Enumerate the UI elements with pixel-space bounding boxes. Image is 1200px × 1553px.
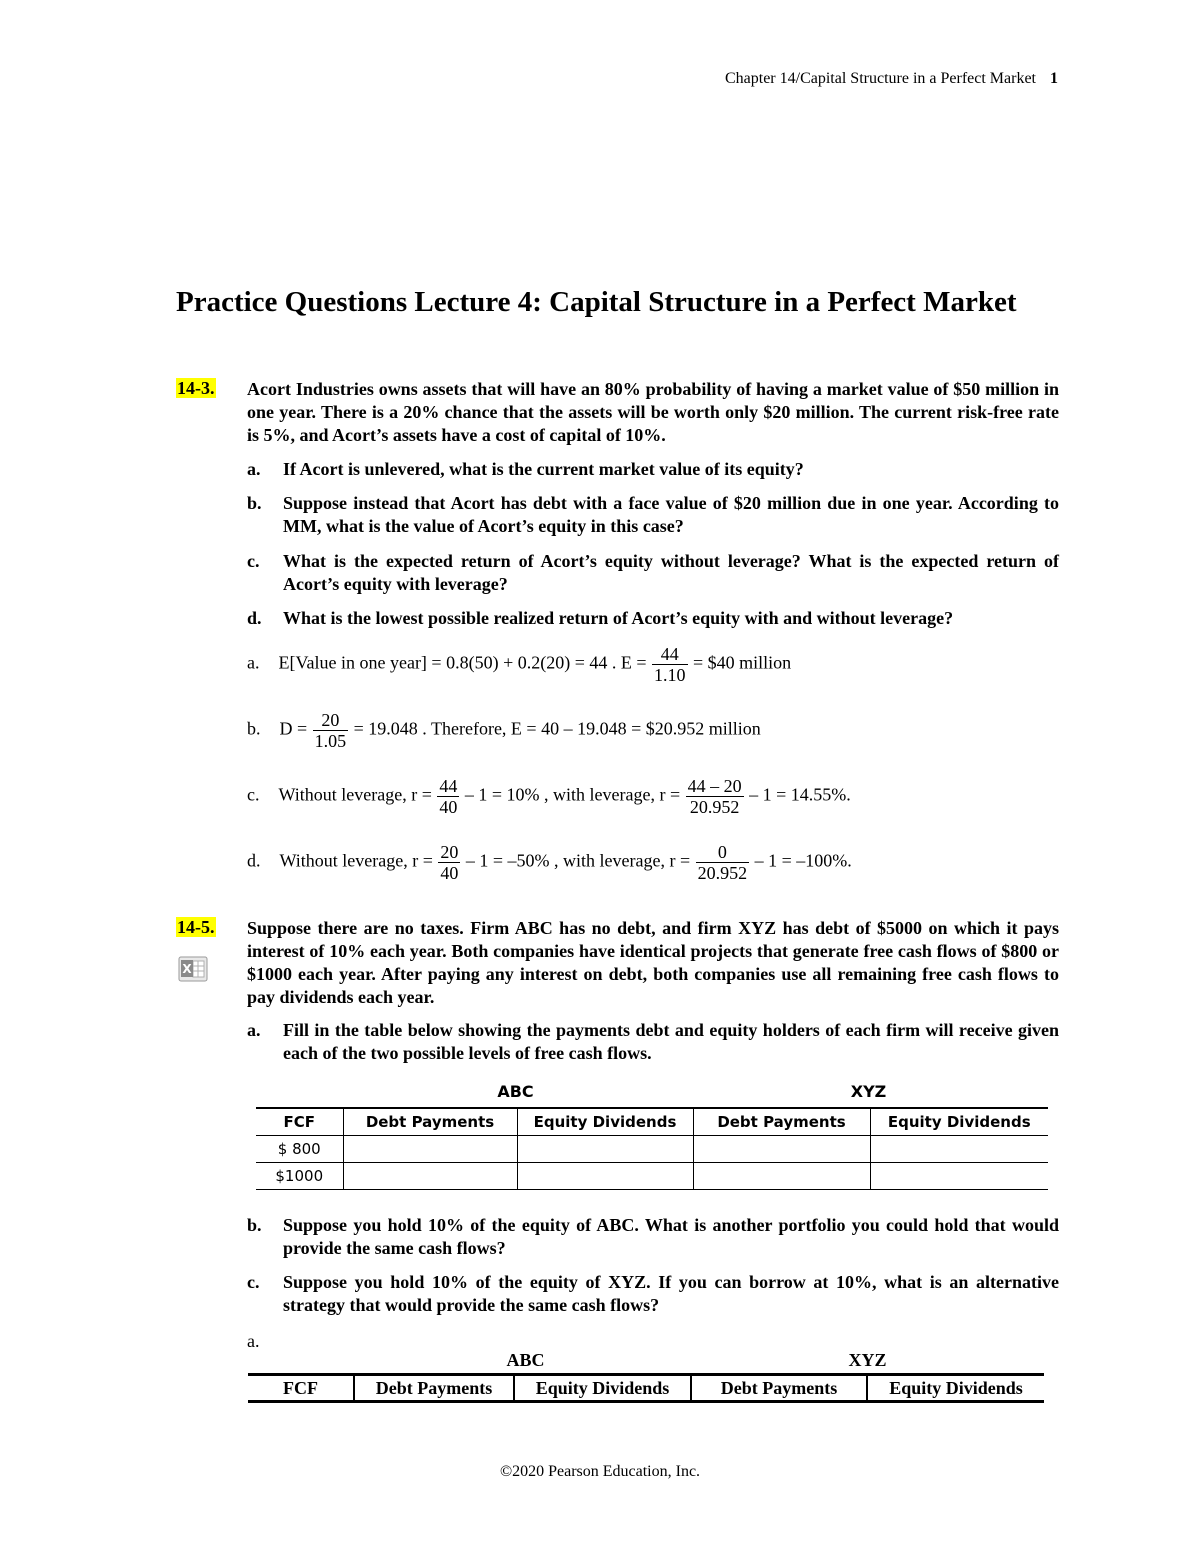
question-text-14-3: Acort Industries owns assets that will have an 80% probability of having a market value of $50 million in one year. There is a 20% chance that the assets will be worth only $20 million. The current risk-free rate is 5%, and Acort’s assets have a cost of capital of 10%. — [247, 379, 1059, 445]
page-number: 1 — [1050, 70, 1058, 87]
question-part-b: b. Suppose instead that Acort has debt with a face value of $20 million due in one year. According to MM, what is the value of Acort’s equity in this case? — [247, 493, 1059, 536]
table-cell: $1000 — [256, 1163, 343, 1190]
table-cell — [693, 1163, 870, 1190]
question-part-a-14-5: a. Fill in the table below showing the payments debt and equity holders of each firm will receive given each of the two possible levels of free cash flows. — [247, 1020, 1059, 1063]
excel-spreadsheet-icon[interactable] — [178, 953, 208, 983]
answer-table-header: Equity Dividends — [867, 1375, 1044, 1402]
answer-group-xyz: XYZ — [848, 1350, 887, 1370]
table-group-abc: ABC — [497, 1082, 534, 1101]
question-number-14-5: 14-5. — [177, 917, 215, 937]
svg-text:X: X — [182, 962, 192, 976]
answer-table-header: FCF — [248, 1375, 354, 1402]
cash-flow-table — [256, 1107, 1048, 1190]
table-cell — [517, 1163, 693, 1190]
answer-b: b. D = $\frac{20}{1.05}$ = 19.048 . Therefore, E = 40 – 19.048 = $20.952 million — [247, 710, 761, 751]
answer-group-abc: ABC — [506, 1350, 545, 1370]
table-cell — [870, 1163, 1048, 1190]
question-text-14-5: Suppose there are no taxes. Firm ABC has no debt, and firm XYZ has debt of $5000 on which it pays interest of 10% each year. Both companies have identical projects that generate free cash flows of $800 or $1000 each year. After paying any interest on debt, both companies use all remaining free cash flows to pay dividends each year. — [247, 918, 1059, 1007]
answer-label-14-5: a. — [247, 1331, 260, 1351]
table-cell — [343, 1163, 517, 1190]
table-header: Debt Payments — [693, 1108, 870, 1136]
question-part-c: c. What is the expected return of Acort’s equity without leverage? What is the expected return of Acort’s equity with leverage? — [247, 551, 1059, 594]
answer-a: a. E[Value in one year] = 0.8(50) + 0.2(20) = 44 . E = $\frac{44}{1.10}$ = $40 million — [247, 644, 792, 685]
answer-table-header-row — [248, 1375, 1044, 1402]
answer-table — [248, 1373, 1044, 1403]
question-part-b-14-5: b. Suppose you hold 10% of the equity of ABC. What is another portfolio you could hold that would provide the same cash flows? — [247, 1215, 1059, 1258]
answer-table-header: Debt Payments — [691, 1375, 867, 1402]
running-head — [725, 70, 1058, 88]
question-part-c-14-5: c. Suppose you hold 10% of the equity of XYZ. If you can borrow at 10%, what is an alternative strategy that would provide the same cash flows? — [247, 1272, 1059, 1315]
table-cell — [693, 1136, 870, 1163]
question-part-d: d. What is the lowest possible realized return of Acort’s equity with and without leverage? — [247, 608, 954, 628]
table-cell: $ 800 — [256, 1136, 343, 1163]
page-title: Practice Questions Lecture 4: Capital Structure in a Perfect Market — [176, 286, 1017, 318]
answer-table-header: Equity Dividends — [514, 1375, 691, 1402]
answer-c: c. Without leverage, r = $\frac{44}{40}$ – 1 = 10% , with leverage, r = $\frac{44 - 20}{20.952}$ – 1 = 14.55%. — [247, 776, 851, 817]
answer-table-header: Debt Payments — [354, 1375, 514, 1402]
table-group-xyz: XYZ — [850, 1082, 887, 1101]
table-cell — [870, 1136, 1048, 1163]
table-header-row — [256, 1108, 1048, 1136]
answer-d: d. Without leverage, r = $\frac{20}{40}$ – 1 = –50% , with leverage, r = $\frac{0}{20.952}$ – 1 = –100%. — [247, 842, 852, 883]
table-header: Equity Dividends — [870, 1108, 1048, 1136]
table-row — [256, 1136, 1048, 1163]
table-cell — [343, 1136, 517, 1163]
table-header: Equity Dividends — [517, 1108, 693, 1136]
copyright-footer: ©2020 Pearson Education, Inc. — [499, 1463, 701, 1480]
table-row — [256, 1163, 1048, 1190]
table-header: FCF — [256, 1108, 343, 1136]
table-cell — [517, 1136, 693, 1163]
running-head-text: Chapter 14/Capital Structure in a Perfect Market — [724, 70, 1036, 87]
question-part-a: a. If Acort is unlevered, what is the current market value of its equity? — [247, 459, 804, 479]
question-number-14-3: 14-3. — [177, 378, 215, 398]
table-header: Debt Payments — [343, 1108, 517, 1136]
